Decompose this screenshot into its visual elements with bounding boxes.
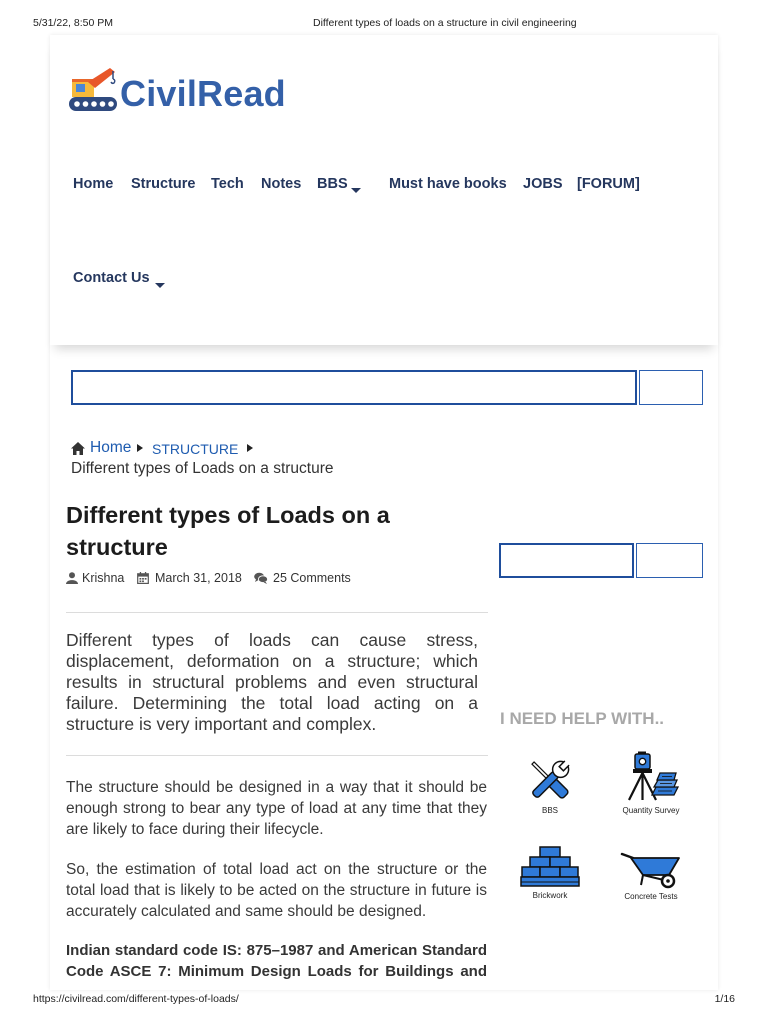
nav-forum[interactable]: [FORUM] — [577, 176, 640, 192]
chevron-down-icon[interactable] — [155, 283, 165, 288]
sidebar-search-button[interactable] — [636, 543, 703, 578]
divider — [66, 755, 488, 756]
print-page-number: 1/16 — [714, 993, 735, 1005]
breadcrumb-separator-icon — [247, 444, 253, 452]
sidebar-search-input[interactable] — [499, 543, 634, 578]
article-comments-link[interactable]: 25 Comments — [273, 571, 351, 585]
breadcrumb-category[interactable]: STRUCTURE — [152, 441, 239, 457]
sidebar-help-bbs[interactable] — [510, 757, 590, 816]
search-input[interactable] — [71, 370, 637, 405]
sidebar-help-label: BBS — [541, 806, 558, 815]
print-datetime: 5/31/22, 8:50 PM — [33, 17, 113, 29]
breadcrumb-current: Different types of Loads on a structure — [71, 460, 334, 477]
nav-notes[interactable]: Notes — [261, 176, 302, 192]
print-title: Different types of loads on a structure in civil engineering — [313, 17, 577, 29]
nav-jobs[interactable]: JOBS — [523, 176, 563, 192]
nav-structure[interactable]: Structure — [131, 176, 196, 192]
article-title: Different types of Loads on a structure — [66, 502, 390, 560]
chevron-down-icon[interactable] — [351, 188, 361, 193]
sidebar-help-quantity-survey[interactable] — [611, 751, 691, 816]
breadcrumb-home[interactable]: Home — [90, 439, 132, 456]
article-date: March 31, 2018 — [155, 571, 242, 585]
article-bold-note: Indian standard code IS: 875–1987 and American Standard Code ASCE 7: Minimum Design Loads for Buildings and — [66, 942, 487, 980]
calendar-icon — [137, 572, 149, 584]
sidebar-help-concrete-tests[interactable] — [611, 850, 691, 902]
article-author[interactable]: Krishna — [82, 571, 125, 585]
site-logo-text[interactable]: CivilRead — [120, 73, 286, 114]
sidebar-help-label: Brickwork — [532, 891, 568, 900]
nav-bbs[interactable]: BBS — [317, 176, 348, 192]
divider — [66, 612, 488, 613]
comments-icon — [254, 572, 268, 584]
surveyor-tripod-icon — [622, 751, 680, 801]
nav-contact-us[interactable]: Contact Us — [73, 270, 150, 286]
wheelbarrow-icon — [620, 850, 682, 890]
home-icon — [71, 442, 85, 455]
article-intro: Different types of loads can cause stress, displacement, deformation on a structure; which results in structural problems and even structural failure. Determining the total load acting on a structure is very important and complex. — [66, 630, 478, 734]
sidebar-heading: I NEED HELP WITH.. — [500, 709, 665, 728]
nav-must-have-books[interactable]: Must have books — [389, 176, 507, 192]
breadcrumb-separator-icon — [137, 444, 143, 452]
tools-icon — [525, 757, 575, 803]
article-paragraph: The structure should be designed in a way that it should be enough strong to bear any type of load at any time that they are likely to face during their lifecycle. — [66, 779, 487, 838]
sidebar-help-brickwork[interactable] — [510, 845, 590, 901]
sidebar-help-label: Quantity Survey — [622, 806, 680, 815]
bricks-icon — [520, 845, 580, 889]
sidebar-help-label: Concrete Tests — [624, 892, 678, 901]
print-url: https://civilread.com/different-types-of-loads/ — [33, 993, 239, 1005]
nav-tech[interactable]: Tech — [211, 176, 244, 192]
nav-home[interactable]: Home — [73, 176, 114, 192]
crane-icon[interactable] — [68, 66, 118, 112]
user-icon — [66, 572, 78, 584]
article-paragraph: So, the estimation of total load act on the structure or the total load that is likely to be acted on the structure in future is accurately calculated and same should be designed. — [66, 861, 487, 920]
search-button[interactable] — [639, 370, 703, 405]
